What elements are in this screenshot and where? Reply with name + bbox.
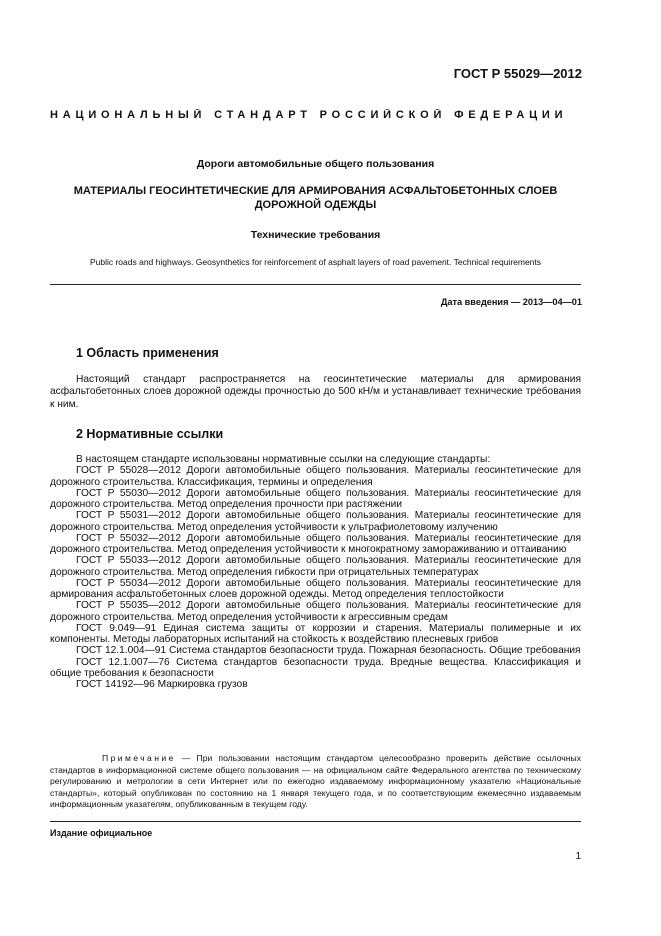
note [50, 753, 581, 811]
section-1-heading: 1 Область применения [76, 346, 219, 360]
note-text: — При пользовании настоящим стандартом целесообразно проверить действие ссылочных стандартов в информационной системе общего пользования — на официальном сайте Федерального агентства по техническому регулированию и метрологии в сети Интернет или по ежегодно издаваемому информационному указателю «Национальные стандарты», который опубликован по состоянию на 1 января текущего года, и по соответствующим ежемесячно издаваемым информационным указателям, опубликованным в текущем году. [50, 753, 581, 810]
section-1-text: Настоящий стандарт распространяется на геосинтетические материалы для армирования асфальтобетонных слоев дорожной одежды прочностью до 500 кН/м и устанавливает технические требования к ним. [50, 374, 581, 410]
national-standard-header: НАЦИОНАЛЬНЫЙ СТАНДАРТ РОССИЙСКОЙ ФЕДЕРАЦИИ [50, 109, 568, 121]
normative-references [50, 454, 581, 690]
header-divider [50, 284, 581, 285]
document-subtitle: Дороги автомобильные общего пользования [196, 158, 435, 170]
reference-item: ГОСТ 9.049—91 Единая система защиты от коррозии и старения. Материалы полимерные и их компоненты. Методы лабораторных испытаний на стойкость к воздействию плесневых грибов [50, 622, 581, 645]
note-label: Примечание [102, 753, 176, 763]
page-number: 1 [575, 851, 581, 862]
official-edition-label: Издание официальное [50, 828, 153, 838]
reference-item: ГОСТ Р 55028—2012 Дороги автомобильные общего пользования. Материалы геосинтетические для дорожного строительства. Классификация, термины и определения [50, 465, 581, 488]
section-2-heading: 2 Нормативные ссылки [76, 427, 224, 441]
footer-divider [50, 821, 581, 822]
gost-number: ГОСТ Р 55029—2012 [453, 66, 582, 81]
reference-item: ГОСТ Р 55031—2012 Дороги автомобильные общего пользования. Материалы геосинтетические для дорожного строительства. Метод определения устойчивости к ультрафиолетовому излучению [50, 510, 581, 533]
document-subtitle-technical: Технические требования [250, 229, 381, 241]
english-title: Public roads and highways. Geosynthetics for reinforcement of asphalt layers of road pavement. Technical requirements [89, 257, 542, 267]
introduction-date: Дата введения — 2013—04—01 [440, 297, 582, 307]
reference-item: ГОСТ 12.1.007—76 Система стандартов безопасности труда. Вредные вещества. Классификация и общие требования к безопасности [50, 656, 581, 679]
reference-item: ГОСТ Р 55034—2012 Дороги автомобильные общего пользования. Материалы геосинтетические для армирования асфальтобетонных слоев дорожной одежды. Метод определения теплостойкости [50, 577, 581, 600]
reference-item: ГОСТ 12.1.004—91 Система стандартов безопасности труда. Пожарная безопасность. Общие требования [76, 645, 581, 657]
reference-item: ГОСТ Р 55032—2012 Дороги автомобильные общего пользования. Материалы геосинтетические для дорожного строительства. Метод определения устойчивости к многократному замораживанию и оттаиванию [50, 532, 581, 555]
document-title: МАТЕРИАЛЫ ГЕОСИНТЕТИЧЕСКИЕ ДЛЯ АРМИРОВАНИЯ АСФАЛЬТОБЕТОННЫХ СЛОЕВ ДОРОЖНОЙ ОДЕЖДЫ [73, 185, 558, 211]
reference-item: ГОСТ Р 55035—2012 Дороги автомобильные общего пользования. Материалы геосинтетические для дорожного строительства. Метод определения устойчивости к агрессивным средам [50, 600, 581, 623]
references-intro: В настоящем стандарте использованы нормативные ссылки на следующие стандарты: [76, 454, 491, 465]
reference-item: ГОСТ 14192—96 Маркировка грузов [76, 679, 248, 690]
reference-item: ГОСТ Р 55033—2012 Дороги автомобильные общего пользования. Материалы геосинтетические для дорожного строительства. Метод определения гибкости при отрицательных температурах [50, 555, 581, 578]
reference-item: ГОСТ Р 55030—2012 Дороги автомобильные общего пользования. Материалы геосинтетические для дорожного строительства. Метод определения прочности при растяжении [50, 487, 581, 510]
